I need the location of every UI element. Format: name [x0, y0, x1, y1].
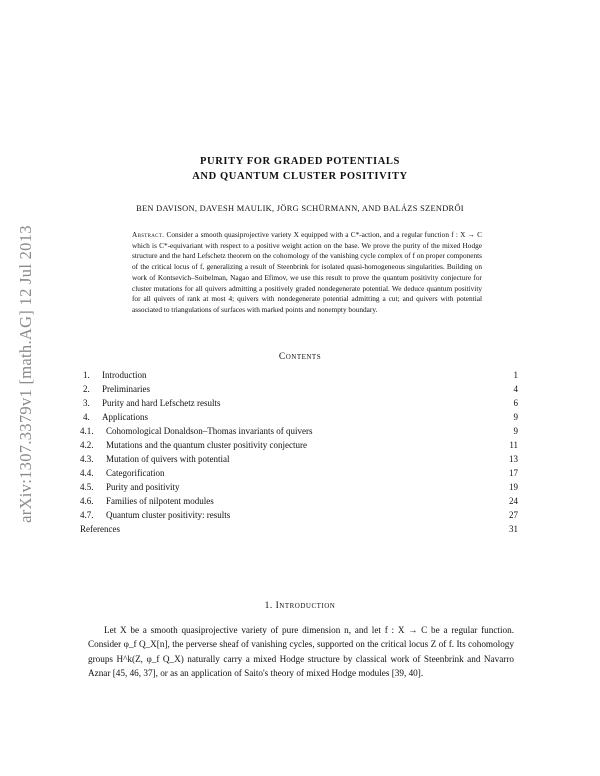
toc-title: Purity and positivity	[106, 482, 180, 492]
toc-number: 4.6.	[80, 496, 94, 506]
toc-page: 4	[513, 384, 518, 394]
table-of-contents	[80, 368, 518, 536]
toc-number: 4.2.	[80, 440, 94, 450]
toc-title: Introduction	[102, 370, 147, 380]
toc-page: 24	[509, 496, 518, 506]
toc-number: 3.	[83, 398, 90, 408]
toc-page: 6	[513, 398, 518, 408]
abstract-text: Consider a smooth quasiprojective variety X equipped with a C*-action, and a regular function f : X → C which is C*-equivariant with respect to a positive weight action on the base. We prove the purity of the mixed Hodge structure and the hard Lefschetz theorem on the cohomology of the vanishing cycle complex of f on proper components of the critical locus of f, generalizing a result of Steenbrink for isolated quasi-homogeneous singularities. Building on work of Kontsevich–Soibelman, Nagao and Efimov, we use this result to prove the quantum positivity conjecture for cluster mutations for all quivers admitting a positively graded nondegenerate potential. We deduce quantum positivity for all quivers of rank at most 4; quivers with nondegenerate potential admitting a cut; and quivers with potential associated to triangulations of surfaces with marked points and nonempty boundary.	[132, 230, 483, 314]
toc-entry[interactable]	[80, 508, 518, 522]
toc-title: Cohomological Donaldson–Thomas invariants of quivers	[106, 426, 313, 436]
toc-entry[interactable]	[80, 452, 518, 466]
intro-paragraph: Let X be a smooth quasiprojective variety of pure dimension n, and let f : X → C be a regular function. Consider φ_f Q_X[n], the perverse sheaf of vanishing cycles, supported on the critical locus Z of f. Its cohomology groups H^k(Z, φ_f Q_X) naturally carry a mixed Hodge structure by classical work of Steenbrink and Navarro Aznar [45, 46, 37], or as an application of Saito's theory of mixed Hodge modules [39, 40].	[88, 625, 514, 679]
toc-entry[interactable]	[80, 368, 518, 382]
toc-number: 4.7.	[80, 510, 94, 520]
toc-number: 4.1.	[80, 426, 94, 436]
abstract-label: Abstract.	[132, 230, 165, 239]
toc-entry[interactable]	[80, 438, 518, 452]
toc-page: 31	[509, 524, 518, 534]
toc-page: 27	[509, 510, 518, 520]
toc-title: Quantum cluster positivity: results	[106, 510, 231, 520]
toc-number: 4.3.	[80, 454, 94, 464]
toc-page: 9	[513, 412, 518, 422]
toc-entry-references[interactable]	[80, 522, 518, 536]
toc-number: 2.	[83, 384, 90, 394]
toc-page: 1	[513, 370, 518, 380]
toc-title: Families of nilpotent modules	[106, 496, 214, 506]
toc-entry[interactable]	[80, 396, 518, 410]
toc-page: 9	[513, 426, 518, 436]
toc-title: Preliminaries	[102, 384, 150, 394]
toc-entry[interactable]	[80, 424, 518, 438]
arxiv-stamp	[6, 184, 46, 564]
author-list: BEN DAVISON, DAVESH MAULIK, JÖRG SCHÜRMANN, AND BALÁZS SZENDRŐI	[136, 204, 464, 213]
toc-number: 1.	[83, 370, 90, 380]
toc-entry[interactable]	[80, 494, 518, 508]
toc-title: Categorification	[106, 468, 165, 478]
toc-number: 4.4.	[80, 468, 94, 478]
section-heading: 1. Introduction	[264, 601, 336, 611]
title-line-1: PURITY FOR GRADED POTENTIALS	[200, 156, 400, 167]
title-line-2: AND QUANTUM CLUSTER POSITIVITY	[192, 171, 408, 182]
toc-page: 11	[509, 440, 518, 450]
toc-page: 17	[509, 468, 518, 478]
toc-entry[interactable]	[80, 382, 518, 396]
paper-title	[0, 154, 600, 184]
toc-title: Purity and hard Lefschetz results	[102, 398, 221, 408]
toc-number: 4.5.	[80, 482, 94, 492]
toc-title: Mutation of quivers with potential	[106, 454, 230, 464]
toc-page: 13	[509, 454, 518, 464]
toc-number: 4.	[83, 412, 90, 422]
toc-entry[interactable]	[80, 410, 518, 424]
toc-entry[interactable]	[80, 466, 518, 480]
toc-entry[interactable]	[80, 480, 518, 494]
arxiv-stamp-text: arXiv:1307.3379v1 [math.AG] 12 Jul 2013	[16, 225, 35, 523]
toc-page: 19	[509, 482, 518, 492]
toc-title: Mutations and the quantum cluster positivity conjecture	[106, 440, 307, 450]
contents-heading: Contents	[278, 352, 322, 362]
toc-title: Applications	[102, 412, 148, 422]
toc-title: References	[80, 524, 120, 534]
abstract	[132, 230, 482, 316]
